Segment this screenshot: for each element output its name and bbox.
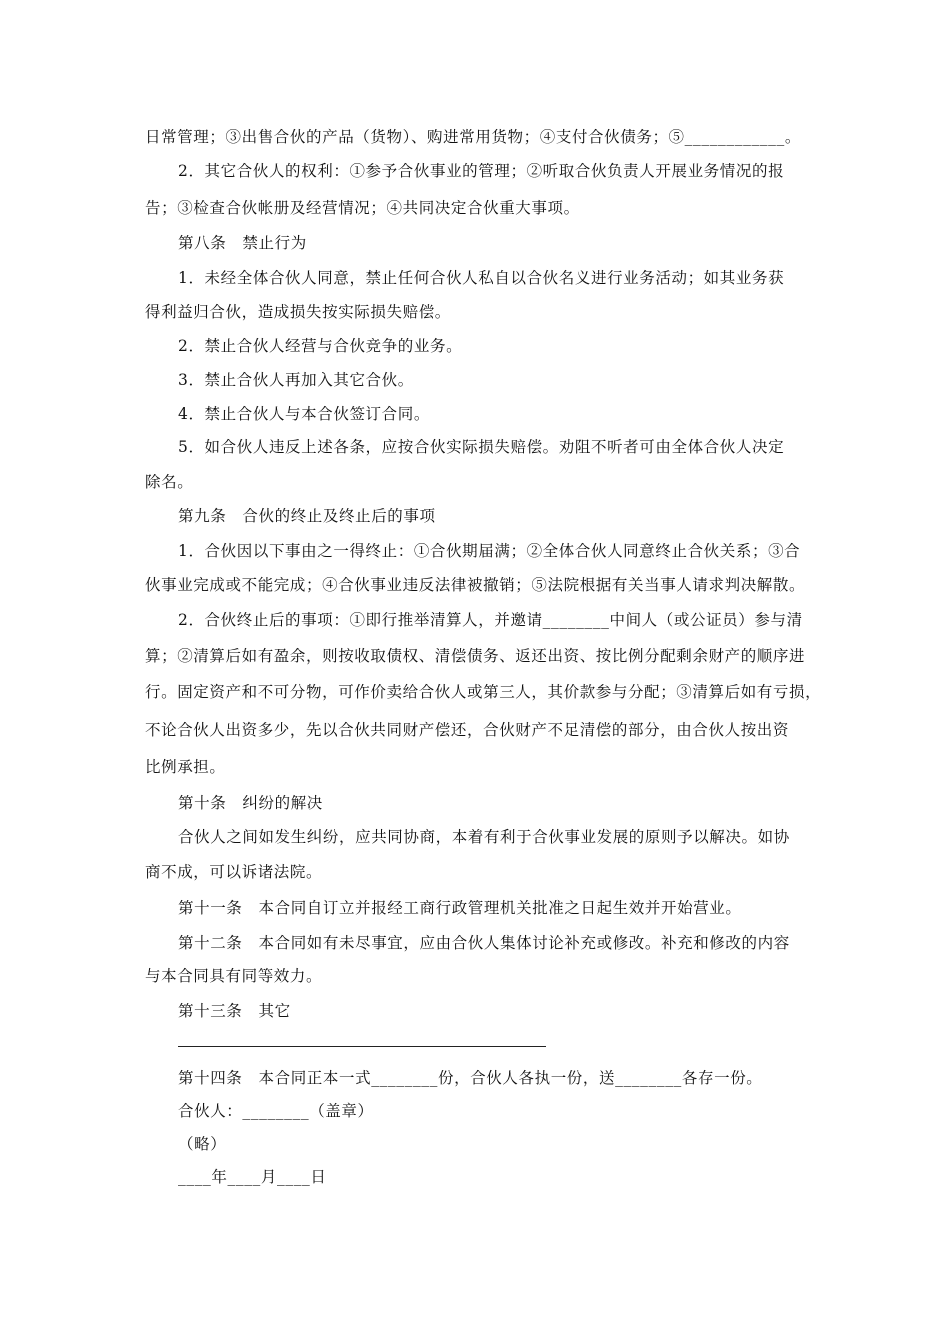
text-line: 除名。 xyxy=(145,473,194,491)
text-line: 伙事业完成或不能完成；④合伙事业违反法律被撤销；⑤法院根据有关当事人请求判决解散。 xyxy=(145,576,806,594)
text-line: 商不成，可以诉诸法院。 xyxy=(145,863,323,881)
text-line: 行。固定资产和不可分物，可作价卖给合伙人或第三人，其价款参与分配；③清算后如有亏损， xyxy=(145,683,822,701)
text-line: 算；②清算后如有盈余，则按收取债权、清偿债务、返还出资、按比例分配剩余财产的顺序进 xyxy=(145,647,806,665)
text-line: 2．禁止合伙人经营与合伙竞争的业务。 xyxy=(178,337,463,355)
section-heading: 第十四条 本合同正本一式________份，合伙人各执一份，送________各存一份。 xyxy=(178,1069,763,1087)
text-line: 5．如合伙人违反上述各条，应按合伙实际损失赔偿。劝阻不听者可由全体合伙人决定 xyxy=(178,438,785,456)
section-heading: 第十三条 其它 xyxy=(178,1002,291,1020)
text-line: 告；③检查合伙帐册及经营情况；④共同决定合伙重大事项。 xyxy=(145,199,580,217)
section-heading: 第八条 禁止行为 xyxy=(178,234,307,252)
text-line: 与本合同具有同等效力。 xyxy=(145,967,323,985)
text-line: 日常管理；③出售合伙的产品（货物）、购进常用货物；④支付合伙债务；⑤____________。 xyxy=(145,128,801,146)
blank-underline xyxy=(178,1046,546,1047)
date-line: ____年____月____日 xyxy=(178,1168,327,1186)
text-line: 不论合伙人出资多少，先以合伙共同财产偿还，合伙财产不足清偿的部分，由合伙人按出资 xyxy=(145,721,790,739)
text-line: 2．其它合伙人的权利：①参予合伙事业的管理；②听取合伙负责人开展业务情况的报 xyxy=(178,162,785,180)
text-line: 得利益归合伙，造成损失按实际损失赔偿。 xyxy=(145,303,451,321)
section-heading: 第九条 合伙的终止及终止后的事项 xyxy=(178,507,436,525)
section-heading: 第十二条 本合同如有未尽事宜，应由合伙人集体讨论补充或修改。补充和修改的内容 xyxy=(178,934,790,952)
text-line: 1．合伙因以下事由之一得终止：①合伙期届满；②全体合伙人同意终止合伙关系；③合 xyxy=(178,542,801,560)
section-heading: 第十条 纠纷的解决 xyxy=(178,794,323,812)
text-line: 比例承担。 xyxy=(145,758,226,776)
text-line: 4．禁止合伙人与本合伙签订合同。 xyxy=(178,405,430,423)
text-line: （略） xyxy=(178,1135,227,1153)
text-line: 合伙人之间如发生纠纷，应共同协商，本着有利于合伙事业发展的原则予以解决。如协 xyxy=(178,828,790,846)
text-line: 1．未经全体合伙人同意，禁止任何合伙人私自以合伙名义进行业务活动；如其业务获 xyxy=(178,269,785,287)
signature-line: 合伙人：________（盖章） xyxy=(178,1102,374,1120)
text-line: 2．合伙终止后的事项：①即行推举清算人，并邀请________中间人（或公证员）参与清 xyxy=(178,611,803,629)
text-line: 3．禁止合伙人再加入其它合伙。 xyxy=(178,371,414,389)
section-heading: 第十一条 本合同自订立并报经工商行政管理机关批准之日起生效并开始营业。 xyxy=(178,899,742,917)
